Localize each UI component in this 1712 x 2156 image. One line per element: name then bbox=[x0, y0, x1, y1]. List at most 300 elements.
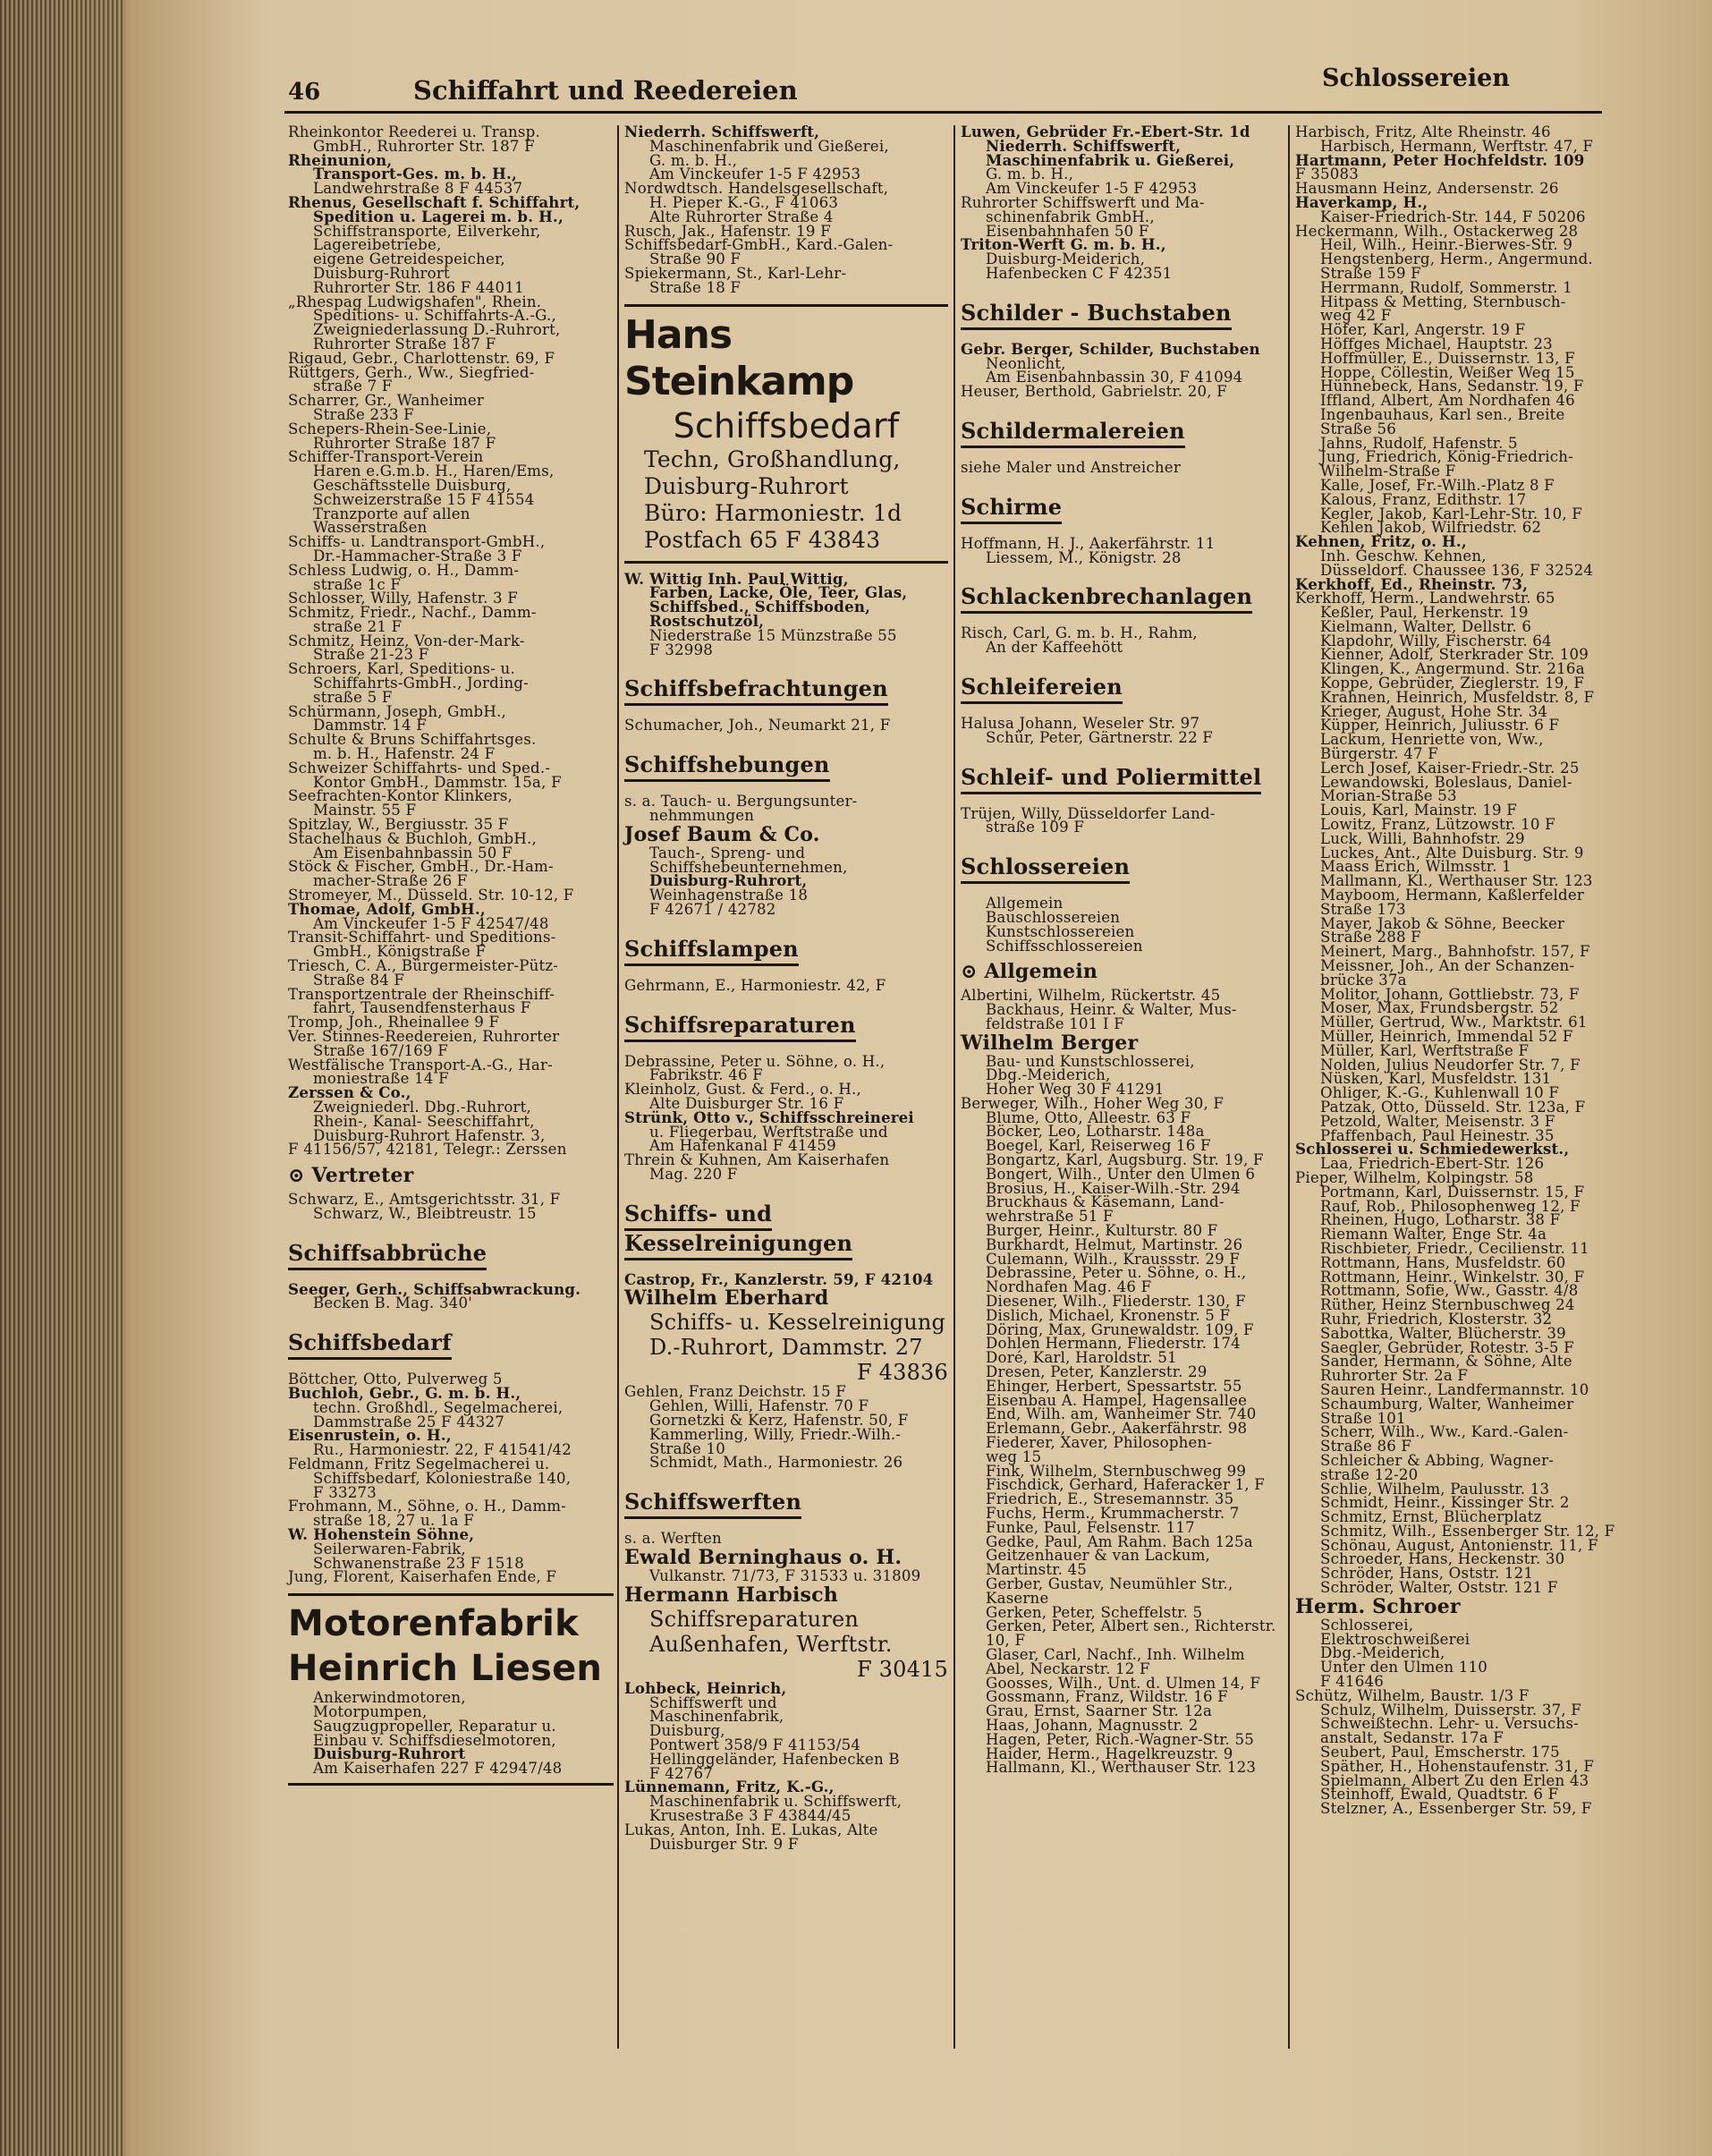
entry-line: F 41156/57, 42181, Telegr.: Zerssen bbox=[288, 1141, 567, 1159]
entry-line: Sauren Heinr., Landfermannstr. 10 bbox=[1320, 1380, 1589, 1398]
entry-line: Bongartz, Karl, Augsburg. Str. 19, F bbox=[986, 1151, 1264, 1169]
directory-entry bbox=[288, 1100, 614, 1142]
entry-line: Becken B. Mag. 340' bbox=[313, 1294, 472, 1312]
entry-line: Halusa Johann, Weseler Str. 97 bbox=[961, 714, 1200, 732]
directory-entry bbox=[288, 1142, 614, 1157]
directory-entry bbox=[288, 1457, 614, 1499]
entry-line: Trüjen, Willy, Düsseldorfer Land- bbox=[961, 804, 1216, 822]
entry-line: Fabrikstr. 46 F bbox=[649, 1066, 763, 1084]
entry-line: macher-Straße 26 F bbox=[313, 872, 468, 890]
entry-line: Ruhrorter Straße 187 F bbox=[313, 335, 496, 352]
directory-entry bbox=[288, 634, 614, 663]
entry-line: straße 18, 27 u. 1a F bbox=[313, 1512, 474, 1530]
entry-line: Weinhagenstraße 18 bbox=[649, 887, 809, 904]
entry-line: Kammerling, Willy, Friedr.-Wilh.- bbox=[649, 1425, 902, 1443]
directory-entry bbox=[624, 794, 948, 823]
entry-line: Schiffer-Transport-Verein bbox=[288, 448, 484, 466]
ad-title: Motorenfabrik bbox=[288, 1603, 579, 1645]
entry-line: Tranzporte auf allen bbox=[313, 505, 470, 522]
entry-line: Pfaffenbach, Paul Heinestr. 35 bbox=[1320, 1126, 1555, 1144]
entry-line: Duisburg, bbox=[649, 1722, 725, 1740]
entry-line: Mayer, Jakob & Söhne, Beecker bbox=[1320, 914, 1565, 932]
page-title-left: Schiffahrt und Reedereien bbox=[413, 75, 798, 106]
directory-entry bbox=[961, 193, 1283, 240]
entry-line: Mag. 220 F bbox=[649, 1165, 738, 1183]
entry-line: Schlosserei u. Schmiedewerkst., bbox=[1295, 1140, 1570, 1159]
directory-entry bbox=[288, 789, 614, 818]
entry-line: Zerssen & Co., bbox=[288, 1083, 411, 1102]
entry-line: Straße 159 F bbox=[1320, 264, 1421, 282]
entry-line: Boegel, Karl, Reiserweg 16 F bbox=[986, 1137, 1211, 1155]
entry-line: Rusch, Jak., Hafenstr. 19 F bbox=[624, 222, 831, 240]
directory-entry bbox=[288, 192, 614, 225]
entry-line: Schleicher & Abbing, Wagner- bbox=[1320, 1451, 1555, 1469]
ad-line: Saugzugpropeller, Reparatur u. bbox=[313, 1717, 556, 1735]
entry-line: Dislich, Michael, Kronenstr. 5 F bbox=[986, 1306, 1231, 1324]
directory-entry bbox=[288, 1499, 614, 1528]
directory-entry bbox=[288, 761, 614, 790]
entry-line: Schepers-Rhein-See-Linie, bbox=[288, 420, 492, 437]
entry-line: Späther, H., Hohenstaufenstr. 31, F bbox=[1320, 1757, 1595, 1775]
entry-line: Schroers, Karl, Speditions- u. bbox=[288, 660, 515, 678]
entry-line: Sabottka, Walter, Blücherstr. 39 bbox=[1320, 1324, 1566, 1342]
entry-line: Rostschutzöl, bbox=[649, 611, 765, 630]
entry-line: Duisburg-Meiderich, bbox=[986, 250, 1146, 268]
entry-line: techn. Großhdl., Segelmacherei, bbox=[313, 1398, 564, 1416]
section-heading: Schiffslampen bbox=[624, 937, 799, 966]
entry-line: Schiffsbed., Schiffsboden, bbox=[649, 598, 871, 616]
section-heading-wrap bbox=[624, 937, 948, 966]
entry-line: nehmmungen bbox=[649, 806, 755, 824]
entry-line: Dohlen Hermann, Fliederstr. 174 bbox=[986, 1335, 1241, 1353]
entry-line: Schürmann, Joseph, GmbH., bbox=[288, 702, 506, 720]
column-1 bbox=[288, 125, 614, 1795]
header-rule bbox=[284, 111, 1602, 114]
entry-line: Gerber, Gustav, Neumühler Str., bbox=[986, 1575, 1233, 1592]
entry-line: straße 5 F bbox=[313, 688, 393, 706]
entry-line: Kalle, Josef, Fr.-Wilh.-Platz 8 F bbox=[1320, 476, 1555, 494]
directory-entry bbox=[288, 535, 614, 564]
section-heading-wrap bbox=[288, 1241, 614, 1270]
section-heading: Schiffsbedarf bbox=[288, 1330, 452, 1360]
directory-entry bbox=[288, 422, 614, 451]
entry-line: straße 7 F bbox=[313, 378, 393, 395]
firm-name: Wilhelm Eberhard bbox=[624, 1286, 829, 1311]
directory-entry bbox=[288, 125, 614, 154]
entry-line: Patzak, Otto, Düsseld. Str. 123a, F bbox=[1320, 1098, 1586, 1116]
entry-line: Molitor, Johann, Gottliebstr. 73, F bbox=[1320, 985, 1580, 1003]
entry-line: Laa, Friedrich-Ebert-Str. 126 bbox=[1320, 1155, 1545, 1173]
firm-detail-line: F 43836 bbox=[856, 1360, 948, 1386]
section-heading: Schiffs- und bbox=[624, 1201, 772, 1231]
entry-line: Schwarz, E., Amtsgerichtsstr. 31, F bbox=[288, 1190, 561, 1208]
section-heading: Schirme bbox=[961, 495, 1062, 524]
entry-line: Lowitz, Franz, Lützowstr. 10 F bbox=[1320, 816, 1555, 834]
entry-line: Müller, Karl, Werftstraße F bbox=[1320, 1041, 1530, 1059]
entry-line: Duisburg-Ruhrort, bbox=[649, 871, 808, 890]
entry-line: Duisburg-Ruhrort Hafenstr. 3, bbox=[313, 1126, 546, 1144]
entry-line: Rottmann, Heinr., Winkelstr. 30, F bbox=[1320, 1268, 1585, 1286]
entry-line: Rottmann, Sofie, Ww., Gasstr. 4/8 bbox=[1320, 1282, 1579, 1300]
entry-line: Kehnen, Fritz, o. H., bbox=[1295, 532, 1467, 551]
ad-line: Ankerwindmotoren, bbox=[313, 1689, 466, 1707]
column-2 bbox=[624, 125, 948, 1851]
entry-line: Haas, Johann, Magnusstr. 2 bbox=[986, 1716, 1199, 1734]
entry-line: Sander, Hermann, & Söhne, Alte bbox=[1320, 1353, 1572, 1371]
directory-entry bbox=[288, 295, 614, 352]
entry-line: Culemann, Wilh., Kraussstr. 29 F bbox=[986, 1250, 1241, 1268]
entry-line: Hitpass & Metting, Sternbusch- bbox=[1320, 293, 1566, 310]
entry-line: Schless Ludwig, o. H., Damm- bbox=[288, 561, 520, 579]
entry-line: Harbisch, Hermann, Werftstr. 47, F bbox=[1320, 137, 1594, 155]
entry-line: Iffland, Albert, Am Nordhafen 46 bbox=[1320, 392, 1575, 410]
entry-line: Saegler, Gebrüder, Rotestr. 3-5 F bbox=[1320, 1338, 1574, 1356]
entry-line: Farben, Lacke, Öle, Teer, Glas, bbox=[649, 583, 908, 602]
entry-line: Böcker, Leo, Lotharstr. 148a bbox=[986, 1123, 1205, 1141]
entry-line: Landwehrstraße 8 F 44537 bbox=[313, 180, 523, 198]
entry-line: Duisburger Str. 9 F bbox=[649, 1835, 799, 1853]
firm-name: Ewald Berninghaus o. H. bbox=[624, 1546, 903, 1570]
entry-line: Spielmann, Albert Zu den Erlen 43 bbox=[1320, 1771, 1589, 1789]
directory-entry bbox=[961, 385, 1283, 399]
entry-line: Seilerwaren-Fabrik, bbox=[313, 1540, 466, 1558]
entry-line: Seubert, Paul, Emscherstr. 175 bbox=[1320, 1744, 1560, 1761]
directory-entry bbox=[1295, 549, 1624, 578]
entry-line: G. m. b. H., bbox=[649, 151, 738, 169]
entry-line: Hoher Weg 30 F 41291 bbox=[986, 1081, 1165, 1099]
entry-line: Portmann, Karl, Duissernstr. 15, F bbox=[1320, 1183, 1585, 1201]
entry-line: Schlosser, Willy, Hafenstr. 3 F bbox=[288, 590, 518, 607]
directory-entry bbox=[624, 1823, 948, 1852]
entry-line: Schulz, Wilhelm, Duisserstr. 37, F bbox=[1320, 1701, 1582, 1719]
entry-line: Hengstenberg, Herm., Angermund. bbox=[1320, 250, 1593, 268]
entry-line: Gehlen, Franz Deichstr. 15 F bbox=[624, 1383, 846, 1401]
directory-entry bbox=[288, 702, 614, 734]
entry-line: Feldmann, Fritz Segelmacherei u. bbox=[288, 1455, 550, 1473]
section-heading-wrap bbox=[961, 854, 1283, 884]
entry-line: Lohbeck, Heinrich, bbox=[624, 1678, 787, 1697]
entry-line: s. a. Tauch- u. Bergungsunter- bbox=[624, 793, 858, 811]
section-heading-wrap bbox=[961, 765, 1283, 794]
entry-line: Straße 18 F bbox=[649, 278, 742, 296]
entry-line: Albertini, Wilhelm, Rückertstr. 45 bbox=[961, 987, 1221, 1005]
directory-entry bbox=[288, 363, 614, 395]
entry-line: Hartmann, Peter Hochfeldstr. 109 bbox=[1295, 150, 1585, 169]
directory-entry bbox=[624, 718, 948, 733]
entry-line: Spitzlay, W., Bergiusstr. 35 F bbox=[288, 816, 509, 834]
entry-line: Abel, Neckarstr. 12 F bbox=[986, 1659, 1150, 1677]
entry-line: End, Wilh. am, Wanheimer Str. 740 bbox=[986, 1405, 1257, 1423]
entry-line: Keßler, Paul, Herkenstr. 19 bbox=[1320, 604, 1529, 622]
entry-line: Riemann Walter, Enge Str. 4a bbox=[1320, 1226, 1547, 1244]
entry-line: Stromeyer, M., Düsseld. Str. 10-12, F bbox=[288, 887, 574, 904]
entry-line: Ruhrorter Str. 186 F 44011 bbox=[313, 278, 524, 296]
entry-line: Meissner, Joh., An der Schanzen- bbox=[1320, 957, 1575, 975]
ad-line: Duisburg-Ruhrort bbox=[644, 472, 849, 499]
entry-line: Debrassine, Peter u. Söhne, o. H., bbox=[624, 1052, 886, 1070]
entry-line: „Rhespag Ludwigshafen", Rhein. bbox=[288, 293, 542, 310]
entry-line: u. Fliegerbau, Werftstraße und bbox=[649, 1123, 888, 1141]
directory-entry bbox=[288, 829, 614, 862]
entry-line: F 41646 bbox=[1320, 1673, 1384, 1691]
entry-line: Straße 101 bbox=[1320, 1409, 1406, 1427]
entry-line: Schwanenstraße 23 F 1518 bbox=[313, 1554, 525, 1572]
entry-line: Hausmann Heinz, Andersenstr. 26 bbox=[1295, 180, 1559, 198]
entry-line: Rhein-, Kanal- Seeschiffahrt, bbox=[313, 1112, 535, 1130]
entry-line: Eisenbau A. Hampel, Hagensallee bbox=[986, 1391, 1248, 1409]
entry-line: Dbg.-Meiderich, bbox=[1320, 1644, 1445, 1662]
ad-title: Heinrich Liesen bbox=[288, 1648, 603, 1690]
entry-line: Schiffsschlossereien bbox=[986, 937, 1143, 955]
entry-line: W. Wittig Inh. Paul Wittig, bbox=[624, 569, 849, 588]
entry-line: Dr.-Hammacher-Straße 3 F bbox=[313, 547, 522, 564]
directory-entry bbox=[961, 896, 1283, 953]
directory-entry bbox=[961, 804, 1283, 836]
entry-line: F 33273 bbox=[313, 1483, 377, 1501]
entry-line: Gerken, Peter, Scheffelstr. 5 bbox=[986, 1603, 1203, 1621]
entry-line: Am Eisenbahnbassin 30, F 41094 bbox=[986, 369, 1243, 386]
entry-line: Fink, Wilhelm, Sternbuschweg 99 bbox=[986, 1462, 1247, 1480]
directory-entry bbox=[624, 182, 948, 224]
directory-entry bbox=[961, 458, 1283, 476]
entry-line: Höfer, Karl, Angerstr. 19 F bbox=[1320, 321, 1526, 339]
entry-line: Eisenbahnhafen 50 F bbox=[986, 222, 1149, 240]
directory-entry bbox=[624, 1082, 948, 1111]
directory-entry bbox=[961, 989, 1283, 1031]
ad-line: Techn, Großhandlung, bbox=[644, 446, 901, 472]
entry-line: Döring, Max, Grunewaldstr. 109, F bbox=[986, 1320, 1254, 1338]
directory-entry bbox=[624, 1569, 948, 1583]
entry-line: Hagen, Peter, Rich.-Wagner-Str. 55 bbox=[986, 1730, 1254, 1748]
entry-line: Bruckhaus & Käsemann, Land- bbox=[986, 1193, 1225, 1211]
entry-line: m. b. H., Hafenstr. 24 F bbox=[313, 745, 496, 763]
entry-line: Rhenus, Gesellschaft f. Schiffahrt, bbox=[288, 192, 581, 211]
entry-line: Nüsken, Karl, Musfeldstr. 131 bbox=[1320, 1070, 1552, 1088]
entry-line: Geschäftsstelle Duisburg, bbox=[313, 476, 512, 494]
entry-line: Heckermann, Wilh., Ostackerweg 28 bbox=[1295, 222, 1579, 240]
entry-line: Schwarz, W., Bleibtreustr. 15 bbox=[313, 1204, 537, 1222]
directory-entry bbox=[624, 264, 948, 296]
entry-line: Lerch Josef, Kaiser-Friedr.-Str. 25 bbox=[1320, 759, 1580, 777]
entry-line: wehrstraße 51 F bbox=[986, 1208, 1114, 1226]
entry-line: Schweizerstraße 15 F 41554 bbox=[313, 490, 535, 508]
ad-line: Postfach 65 F 43843 bbox=[644, 526, 881, 553]
entry-line: Klingen, K., Angermund. Str. 216a bbox=[1320, 660, 1585, 678]
entry-line: Ruhrorter Straße 187 F bbox=[313, 434, 496, 452]
subsection-heading: ⊙ Allgemein bbox=[961, 960, 1098, 984]
entry-line: Spiekermann, St., Karl-Lehr- bbox=[624, 264, 847, 282]
entry-line: Luckes, Ant., Alte Duisburg. Str. 9 bbox=[1320, 844, 1584, 862]
directory-entry bbox=[624, 1532, 948, 1546]
entry-line: Rheinkontor Reederei u. Transp. bbox=[288, 123, 540, 140]
entry-line: Triesch, C. A., Bürgermeister-Pütz- bbox=[288, 957, 559, 975]
entry-line: Kehlen Jakob, Wilfriedstr. 62 bbox=[1320, 519, 1542, 537]
entry-line: Luck, Willi, Bahnhofstr. 29 bbox=[1320, 829, 1525, 847]
entry-line: Müller, Gertrud, Ww., Marktstr. 61 bbox=[1320, 1014, 1588, 1031]
entry-line: Kerkhoff, Herm., Landwehrstr. 65 bbox=[1295, 590, 1555, 607]
entry-line: Bongert, Wilh., Unter den Ulmen 6 bbox=[986, 1165, 1256, 1183]
entry-line: Heil, Wilh., Heinr.-Bierwes-Str. 9 bbox=[1320, 236, 1573, 254]
entry-line: Unter den Ulmen 110 bbox=[1320, 1659, 1488, 1676]
entry-line: Schmitz, Wilh., Essenberger Str. 12, F bbox=[1320, 1522, 1615, 1540]
entry-line: Moser, Max, Frundsbergstr. 52 bbox=[1320, 999, 1559, 1017]
entry-line: Lukas, Anton, Inh. E. Lukas, Alte bbox=[624, 1821, 878, 1838]
entry-line: Harbisch, Fritz, Alte Rheinstr. 46 bbox=[1295, 123, 1551, 140]
entry-line: Ruhr, Friedrich, Klosterstr. 32 bbox=[1320, 1310, 1553, 1328]
section-heading-wrap bbox=[624, 1490, 948, 1519]
entry-line: Schmitz, Heinz, Von-der-Mark- bbox=[288, 632, 525, 649]
column-3 bbox=[961, 125, 1283, 1775]
entry-line: Bauschlossereien bbox=[986, 908, 1121, 926]
entry-line: Stachelhaus & Buchloh, GmbH., bbox=[288, 829, 537, 847]
entry-line: Fiederer, Xaver, Philosophen- bbox=[986, 1434, 1213, 1452]
entry-line: Seefrachten-Kontor Klinkers, bbox=[288, 787, 513, 805]
directory-entry bbox=[624, 976, 948, 994]
entry-line: eigene Getreidespeicher, bbox=[313, 250, 505, 268]
entry-line: Transport-Ges. m. b. H., bbox=[313, 165, 517, 183]
entry-line: Martinstr. 45 bbox=[986, 1561, 1088, 1579]
directory-entry bbox=[624, 1269, 948, 1288]
entry-line: Fuchs, Herm., Krummacherstr. 7 bbox=[986, 1505, 1240, 1522]
entry-line: Ver. Stinnes-Reedereien, Ruhrorter bbox=[288, 1028, 560, 1045]
entry-line: Stelzner, A., Essenberger Str. 59, F bbox=[1320, 1800, 1592, 1818]
entry-line: Schiffahrts-GmbH., Jording- bbox=[313, 675, 529, 692]
entry-line: weg 15 bbox=[986, 1447, 1042, 1465]
entry-line: Haverkamp, H., bbox=[1295, 192, 1428, 211]
entry-line: Schiffshebeunternehmen, bbox=[649, 858, 848, 876]
entry-line: Debrassine, Peter u. Söhne, o. H., bbox=[986, 1264, 1247, 1282]
entry-line: Liessem, M., Königstr. 28 bbox=[986, 548, 1182, 566]
entry-line: Diesener, Wilh., Fliederstr. 130, F bbox=[986, 1293, 1246, 1311]
entry-line: GmbH., Ruhrorter Str. 187 F bbox=[313, 137, 535, 155]
entry-line: Klapdohr, Willy, Fischerstr. 64 bbox=[1320, 632, 1552, 649]
directory-entry bbox=[288, 1570, 614, 1584]
entry-line: Rüther, Heinz Sternbuschweg 24 bbox=[1320, 1296, 1575, 1314]
entry-line: straße 1c F bbox=[313, 575, 402, 593]
entry-line: Rheinunion, bbox=[288, 150, 393, 169]
directory-entry bbox=[624, 888, 948, 917]
directory-entry bbox=[288, 222, 614, 296]
ad-title: Hans Steinkamp bbox=[624, 311, 854, 404]
column-divider bbox=[953, 125, 955, 2049]
directory-entry bbox=[961, 714, 1283, 746]
ad-line: Motorpumpen, bbox=[313, 1702, 428, 1720]
entry-line: Düsseldorf. Chaussee 136, F 32524 bbox=[1320, 561, 1594, 579]
entry-line: Straße 10 bbox=[649, 1439, 725, 1457]
directory-entry bbox=[624, 1385, 948, 1470]
directory-entry bbox=[1295, 222, 1624, 537]
directory-entry bbox=[624, 626, 948, 658]
section-heading-wrap bbox=[624, 676, 948, 706]
entry-line: Kienner, Adolf, Sterkrader Str. 109 bbox=[1320, 646, 1589, 664]
entry-line: Rigaud, Gebr., Charlottenstr. 69, F bbox=[288, 349, 555, 367]
entry-line: Meinert, Marg., Bahnhofstr. 157, F bbox=[1320, 943, 1590, 961]
entry-line: Schlie, Wilhelm, Paulusstr. 13 bbox=[1320, 1480, 1550, 1498]
directory-entry bbox=[1295, 125, 1624, 154]
entry-line: Straße 84 F bbox=[313, 971, 405, 989]
entry-line: Wilhelm-Straße F bbox=[1320, 463, 1456, 480]
entry-line: Hellinggeländer, Hafenbecken B bbox=[649, 1750, 900, 1768]
section-heading: Schiffsreparaturen bbox=[624, 1013, 856, 1042]
entry-line: Hoffmann, H. J., Aakerfährstr. 11 bbox=[961, 534, 1216, 552]
entry-line: Geitzenhauer & van Lackum, bbox=[986, 1547, 1211, 1565]
entry-line: Triton-Werft G. m. b. H., bbox=[961, 235, 1166, 254]
entry-line: G. m. b. H., bbox=[986, 166, 1074, 183]
section-heading-wrap bbox=[624, 752, 948, 782]
entry-line: Schönau, August, Antonienstr. 11, F bbox=[1320, 1536, 1598, 1554]
entry-line: Straße 90 F bbox=[649, 250, 742, 268]
entry-line: Threin & Kuhnen, Am Kaiserhafen bbox=[624, 1151, 890, 1169]
entry-line: Schiffsbedarf-GmbH., Kard.-Galen- bbox=[624, 236, 894, 254]
entry-line: Haren e.G.m.b. H., Haren/Ems, bbox=[313, 463, 555, 480]
entry-line: Kleinholz, Gust. & Ferd., o. H., bbox=[624, 1081, 861, 1099]
directory-entry bbox=[1295, 591, 1624, 1142]
entry-line: H. Pieper K.-G., F 41063 bbox=[649, 193, 839, 211]
entry-line: Backhaus, Heinr. & Walter, Mus- bbox=[986, 1000, 1237, 1018]
entry-line: Speditions- u. Schiffahrts-A.-G., bbox=[313, 307, 556, 325]
entry-line: Lackum, Henriette von, Ww., bbox=[1320, 731, 1544, 749]
entry-line: Blume, Otto, Alleestr. 63 F bbox=[986, 1108, 1191, 1126]
entry-line: Lünnemann, Fritz, K.-G., bbox=[624, 1778, 835, 1796]
entry-line: Alte Ruhrorter Straße 4 bbox=[649, 208, 834, 225]
directory-entry bbox=[288, 1296, 614, 1311]
entry-line: Schiffswerft und bbox=[649, 1693, 777, 1711]
section-heading: Kesselreinigungen bbox=[624, 1231, 852, 1260]
entry-line: Funke, Paul, Felsenstr. 117 bbox=[986, 1518, 1195, 1536]
entry-line: weg 42 F bbox=[1320, 307, 1392, 325]
entry-line: Inh. Geschw. Kehnen, bbox=[1320, 547, 1487, 564]
entry-line: Gossmann, Franz, Wildstr. 16 F bbox=[986, 1688, 1228, 1706]
entry-line: Stöck & Fischer, GmbH., Dr.-Ham- bbox=[288, 858, 554, 876]
entry-line: Nordwdtsch. Handelsgesellschaft, bbox=[624, 180, 889, 198]
entry-line: F 42671 / 42782 bbox=[649, 900, 776, 918]
directory-entry bbox=[288, 150, 614, 183]
column-divider bbox=[1288, 125, 1290, 2049]
entry-line: Kaserne bbox=[986, 1589, 1049, 1607]
entry-line: Gornetzki & Kerz, Hafenstr. 50, F bbox=[649, 1412, 909, 1430]
entry-line: Dammstr. 14 F bbox=[313, 717, 428, 734]
directory-entry bbox=[288, 1398, 614, 1430]
entry-line: Schiffs- u. Landtransport-GmbH., bbox=[288, 533, 546, 551]
entry-line: Transportzentrale der Rheinschiff- bbox=[288, 985, 555, 1003]
entry-line: Strünk, Otto v., Schiffsschreinerei bbox=[624, 1108, 914, 1126]
section-heading: Schiffshebungen bbox=[624, 752, 830, 782]
entry-line: Maass Erich, Wilmsstr. 1 bbox=[1320, 858, 1512, 876]
entry-line: Thomae, Adolf, GmbH., bbox=[288, 899, 486, 918]
section-heading: Schiffsbefrachtungen bbox=[624, 676, 888, 706]
entry-line: Schiffstransporte, Eilverkehr, bbox=[313, 222, 541, 240]
section-heading-wrap bbox=[624, 1013, 948, 1042]
advertisement bbox=[288, 1593, 614, 1786]
entry-line: anstalt, Sedanstr. 17a F bbox=[1320, 1729, 1504, 1747]
entry-line: Castrop, Fr., Kanzlerstr. 59, F 42104 bbox=[624, 1269, 934, 1288]
entry-line: Dbg.-Meiderich, bbox=[986, 1066, 1111, 1084]
entry-line: Elektroschweißerei bbox=[1320, 1630, 1470, 1648]
entry-line: Alte Duisburger Str. 16 F bbox=[649, 1094, 844, 1112]
entry-line: Küpper, Heinrich, Juliusstr. 6 F bbox=[1320, 717, 1560, 734]
directory-entry bbox=[1295, 1686, 1624, 1818]
entry-line: Bürgerstr. 47 F bbox=[1320, 745, 1438, 763]
entry-line: Frohmann, M., Söhne, o. H., Damm- bbox=[288, 1498, 567, 1515]
entry-line: Tromp, Joh., Rheinallee 9 F bbox=[288, 1014, 500, 1031]
entry-line: Straße 167/169 F bbox=[313, 1041, 448, 1059]
section-heading-wrap bbox=[961, 495, 1283, 524]
entry-line: Neonlicht, bbox=[986, 354, 1066, 372]
entry-line: Rheinen, Hugo, Lotharstr. 38 F bbox=[1320, 1211, 1561, 1229]
entry-line: Fischdick, Gerhard, Haferacker 1, F bbox=[986, 1476, 1265, 1494]
entry-line: Haider, Herm., Hagelkreuzstr. 9 bbox=[986, 1744, 1233, 1762]
entry-line: Eisenrustein, o. H., bbox=[288, 1426, 452, 1445]
